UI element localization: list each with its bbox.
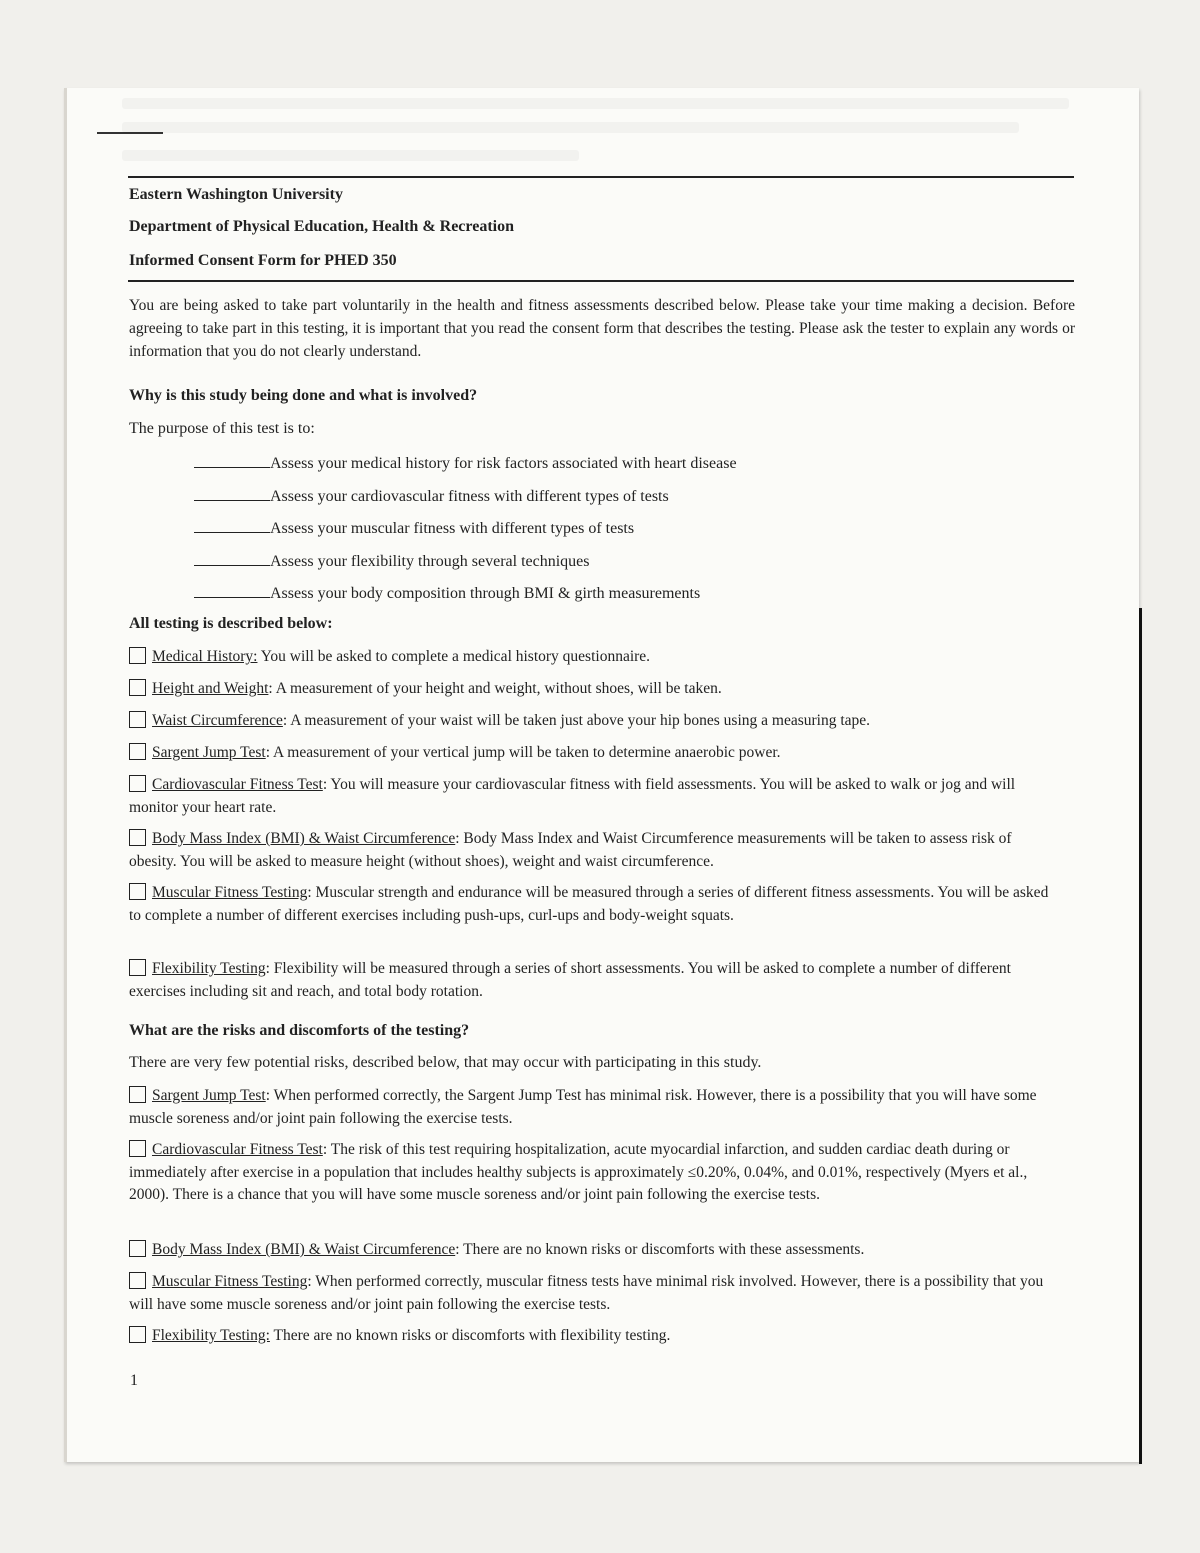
purpose-item: Assess your cardiovascular fitness with different types of tests bbox=[194, 486, 669, 506]
header-rule-top bbox=[128, 176, 1074, 178]
purpose-lead: The purpose of this test is to: bbox=[129, 420, 315, 437]
checkbox[interactable] bbox=[129, 1240, 146, 1257]
why-heading: Why is this study being done and what is involved? bbox=[129, 387, 478, 404]
checkbox[interactable] bbox=[129, 647, 146, 664]
checkbox[interactable] bbox=[129, 775, 146, 792]
purpose-item: Assess your body composition through BMI & girth measurements bbox=[194, 583, 700, 603]
testing-item: Height and Weight: A measurement of your height and weight, without shoes, will be taken. bbox=[129, 678, 1059, 701]
bleed-through bbox=[122, 98, 1069, 109]
form-title: Informed Consent Form for PHED 350 bbox=[129, 252, 397, 269]
purpose-item: Assess your muscular fitness with different types of tests bbox=[194, 518, 634, 538]
purpose-item: Assess your flexibility through several techniques bbox=[194, 551, 590, 571]
initials-blank[interactable] bbox=[194, 583, 270, 598]
risk-item: Sargent Jump Test: When performed correctly, the Sargent Jump Test has minimal risk. However, there is a possibility that you will have some muscle soreness and/or joint pain following the exercise tests. bbox=[129, 1087, 1037, 1127]
purpose-item: Assess your medical history for risk factors associated with heart disease bbox=[194, 453, 737, 473]
risk-item: Cardiovascular Fitness Test: The risk of this test requiring hospitalization, acute myocardial infarction, and sudden cardiac death during or immediately after exercise in a population that includes healthy subjects is approximately ≤0.20%, 0.04%, and 0.01%, respectively (Myers et al., 2000). There is a chance that you will have some muscle soreness and/or joint pain following the exercise tests. bbox=[129, 1141, 1028, 1203]
testing-item: Flexibility Testing: Flexibility will be measured through a series of short assessments. You will be asked to complete a number of different exercises including sit and reach, and total body rotation. bbox=[129, 960, 1011, 1000]
risks-lead: There are very few potential risks, described below, that may occur with participating in this study. bbox=[129, 1054, 762, 1071]
initials-blank[interactable] bbox=[194, 518, 270, 533]
initials-blank[interactable] bbox=[194, 486, 270, 501]
checkbox[interactable] bbox=[129, 883, 146, 900]
risk-item: Muscular Fitness Testing: When performed correctly, muscular fitness tests have minimal risk involved. However, there is a possibility that you will have some muscle soreness and/or joint pain following the exercise tests. bbox=[129, 1273, 1044, 1313]
initials-blank[interactable] bbox=[194, 551, 270, 566]
header-rule-bottom bbox=[128, 280, 1074, 282]
testing-heading: All testing is described below: bbox=[129, 615, 333, 632]
checkbox[interactable] bbox=[129, 711, 146, 728]
checkbox[interactable] bbox=[129, 743, 146, 760]
department-name: Department of Physical Education, Health & Recreation bbox=[129, 218, 514, 235]
testing-item: Muscular Fitness Testing: Muscular strength and endurance will be measured through a series of different fitness assessments. You will be asked to complete a number of different exercises including push-ups, curl-ups and body-weight squats. bbox=[129, 884, 1049, 924]
risk-item: Flexibility Testing: There are no known risks or discomforts with flexibility testing. bbox=[129, 1325, 1059, 1348]
intro-paragraph: You are being asked to take part voluntarily in the health and fitness assessments described below. Please take your time making a decision. Before agreeing to take part in this testing, it is important that you read the consent form that describes the testing. Please ask the tester to explain any words or information that you do not clearly understand. bbox=[129, 297, 1075, 360]
checkbox[interactable] bbox=[129, 1272, 146, 1289]
bleed-through bbox=[122, 122, 1019, 133]
checkbox[interactable] bbox=[129, 1326, 146, 1343]
initials-blank[interactable] bbox=[194, 453, 270, 468]
page-number: 1 bbox=[130, 1372, 138, 1389]
testing-item: Body Mass Index (BMI) & Waist Circumference: Body Mass Index and Waist Circumference measurements will be taken to assess risk of obesity. You will be asked to measure height (without shoes), weight and waist circumference. bbox=[129, 830, 1012, 870]
testing-item: Waist Circumference: A measurement of your waist will be taken just above your hip bones using a measuring tape. bbox=[129, 710, 1059, 733]
checkbox[interactable] bbox=[129, 1086, 146, 1103]
risk-item: Body Mass Index (BMI) & Waist Circumference: There are no known risks or discomforts with these assessments. bbox=[129, 1239, 1059, 1262]
testing-item: Medical History: You will be asked to complete a medical history questionnaire. bbox=[129, 646, 1059, 669]
risks-heading: What are the risks and discomforts of the testing? bbox=[129, 1022, 470, 1039]
university-name: Eastern Washington University bbox=[129, 186, 343, 203]
testing-item: Sargent Jump Test: A measurement of your vertical jump will be taken to determine anaerobic power. bbox=[129, 742, 1059, 765]
checkbox[interactable] bbox=[129, 829, 146, 846]
bleed-through bbox=[122, 150, 579, 161]
checkbox[interactable] bbox=[129, 679, 146, 696]
checkbox[interactable] bbox=[129, 1140, 146, 1157]
checkbox[interactable] bbox=[129, 959, 146, 976]
testing-item: Cardiovascular Fitness Test: You will measure your cardiovascular fitness with field assessments. You will be asked to walk or jog and will monitor your heart rate. bbox=[129, 776, 1016, 816]
document-page bbox=[64, 88, 1139, 1462]
